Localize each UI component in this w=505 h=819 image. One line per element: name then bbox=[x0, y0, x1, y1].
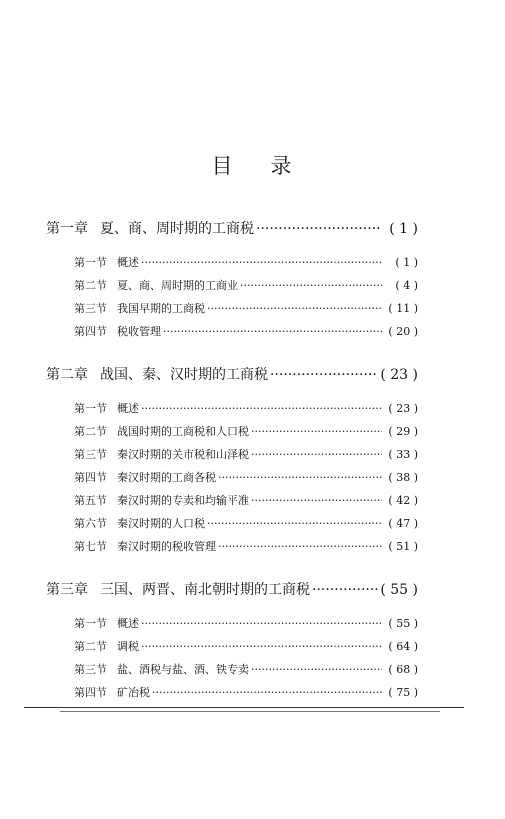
leader-dots bbox=[240, 279, 382, 292]
page-number: ( 23 ) bbox=[388, 402, 418, 415]
page-number: ( 38 ) bbox=[388, 471, 418, 484]
page-number: ( 20 ) bbox=[388, 325, 418, 338]
leader-dots bbox=[312, 582, 378, 598]
chapter-number: 第一章 bbox=[46, 221, 88, 237]
page-number: ( 11 ) bbox=[388, 302, 418, 315]
section-entry[interactable] bbox=[46, 515, 418, 538]
leader-dots bbox=[141, 617, 382, 630]
section-entry[interactable] bbox=[46, 254, 418, 277]
section-entry[interactable] bbox=[46, 469, 418, 492]
leader-dots bbox=[251, 494, 382, 507]
leader-dots bbox=[207, 302, 382, 315]
page-number: ( 23 ) bbox=[380, 367, 418, 383]
section-number: 第二节 bbox=[74, 425, 107, 438]
page-number: ( 55 ) bbox=[380, 582, 418, 598]
chapter-number: 第二章 bbox=[46, 367, 88, 383]
chapter-entry[interactable] bbox=[46, 579, 418, 611]
leader-dots bbox=[251, 448, 382, 461]
bottom-rule bbox=[24, 707, 464, 708]
leader-dots bbox=[141, 256, 382, 269]
page-number: ( 51 ) bbox=[388, 540, 418, 553]
page-number: ( 64 ) bbox=[388, 640, 418, 653]
chapter-block-2 bbox=[46, 364, 418, 561]
section-entry[interactable] bbox=[46, 661, 418, 684]
section-title: 概述 bbox=[117, 617, 139, 630]
leader-dots bbox=[270, 367, 378, 383]
leader-dots bbox=[218, 540, 382, 553]
section-number: 第六节 bbox=[74, 517, 107, 530]
leader-dots bbox=[218, 471, 382, 484]
section-title: 秦汉时期的关市税和山泽税 bbox=[117, 448, 249, 461]
chapter-title: 三国、两晋、南北朝时期的工商税 bbox=[100, 582, 310, 598]
section-title: 战国时期的工商税和人口税 bbox=[117, 425, 249, 438]
section-number: 第七节 bbox=[74, 540, 107, 553]
chapter-block-1 bbox=[46, 218, 418, 346]
section-title: 矿冶税 bbox=[117, 686, 150, 699]
section-title: 我国早期的工商税 bbox=[117, 302, 205, 315]
section-number: 第二节 bbox=[74, 279, 107, 292]
section-entry[interactable] bbox=[46, 492, 418, 515]
page-number: ( 1 ) bbox=[395, 256, 418, 269]
table-of-contents bbox=[46, 218, 418, 725]
chapter-block-3 bbox=[46, 579, 418, 707]
section-number: 第一节 bbox=[74, 402, 107, 415]
section-entry[interactable] bbox=[46, 615, 418, 638]
leader-dots bbox=[256, 221, 382, 237]
section-number: 第一节 bbox=[74, 256, 107, 269]
section-entry[interactable] bbox=[46, 323, 418, 346]
section-title: 夏、商、周时期的工商业 bbox=[117, 279, 238, 292]
section-title: 秦汉时期的工商各税 bbox=[117, 471, 216, 484]
page-number: ( 29 ) bbox=[388, 425, 418, 438]
section-number: 第三节 bbox=[74, 302, 107, 315]
page-title bbox=[0, 150, 505, 180]
section-title: 盐、酒税与盐、酒、铁专卖 bbox=[117, 663, 249, 676]
section-entry[interactable] bbox=[46, 684, 418, 707]
leader-dots bbox=[141, 402, 382, 415]
chapter-entry[interactable] bbox=[46, 218, 418, 250]
leader-dots bbox=[251, 425, 382, 438]
page-number: ( 4 ) bbox=[395, 279, 418, 292]
section-entry[interactable] bbox=[46, 638, 418, 661]
bottom-rule-secondary bbox=[60, 711, 440, 712]
section-entry[interactable] bbox=[46, 277, 418, 300]
page-number: ( 1 ) bbox=[389, 221, 418, 237]
section-number: 第一节 bbox=[74, 617, 107, 630]
section-entry[interactable] bbox=[46, 538, 418, 561]
section-title: 秦汉时期的人口税 bbox=[117, 517, 205, 530]
section-number: 第三节 bbox=[74, 448, 107, 461]
section-entry[interactable] bbox=[46, 446, 418, 469]
leader-dots bbox=[152, 686, 382, 699]
section-title: 秦汉时期的专卖和均输平准 bbox=[117, 494, 249, 507]
page-number: ( 55 ) bbox=[388, 617, 418, 630]
page-number: ( 42 ) bbox=[388, 494, 418, 507]
section-number: 第四节 bbox=[74, 325, 107, 338]
leader-dots bbox=[251, 663, 382, 676]
chapter-title: 夏、商、周时期的工商税 bbox=[100, 221, 254, 237]
section-number: 第五节 bbox=[74, 494, 107, 507]
page-number: ( 33 ) bbox=[388, 448, 418, 461]
section-title: 概述 bbox=[117, 256, 139, 269]
page-number: ( 47 ) bbox=[388, 517, 418, 530]
page-number: ( 75 ) bbox=[388, 686, 418, 699]
section-entry[interactable] bbox=[46, 300, 418, 323]
section-number: 第三节 bbox=[74, 663, 107, 676]
chapter-title: 战国、秦、汉时期的工商税 bbox=[100, 367, 268, 383]
leader-dots bbox=[141, 640, 382, 653]
section-title: 调税 bbox=[117, 640, 139, 653]
section-title: 税收管理 bbox=[117, 325, 161, 338]
page-number: ( 68 ) bbox=[388, 663, 418, 676]
section-entry[interactable] bbox=[46, 423, 418, 446]
section-title: 秦汉时期的税收管理 bbox=[117, 540, 216, 553]
leader-dots bbox=[163, 325, 382, 338]
leader-dots bbox=[207, 517, 382, 530]
section-number: 第四节 bbox=[74, 471, 107, 484]
section-entry[interactable] bbox=[46, 400, 418, 423]
section-number: 第四节 bbox=[74, 686, 107, 699]
section-number: 第二节 bbox=[74, 640, 107, 653]
chapter-number: 第三章 bbox=[46, 582, 88, 598]
section-title: 概述 bbox=[117, 402, 139, 415]
title-char-2: 录 bbox=[270, 154, 294, 178]
title-char-1: 目 bbox=[211, 154, 235, 178]
chapter-entry[interactable] bbox=[46, 364, 418, 396]
